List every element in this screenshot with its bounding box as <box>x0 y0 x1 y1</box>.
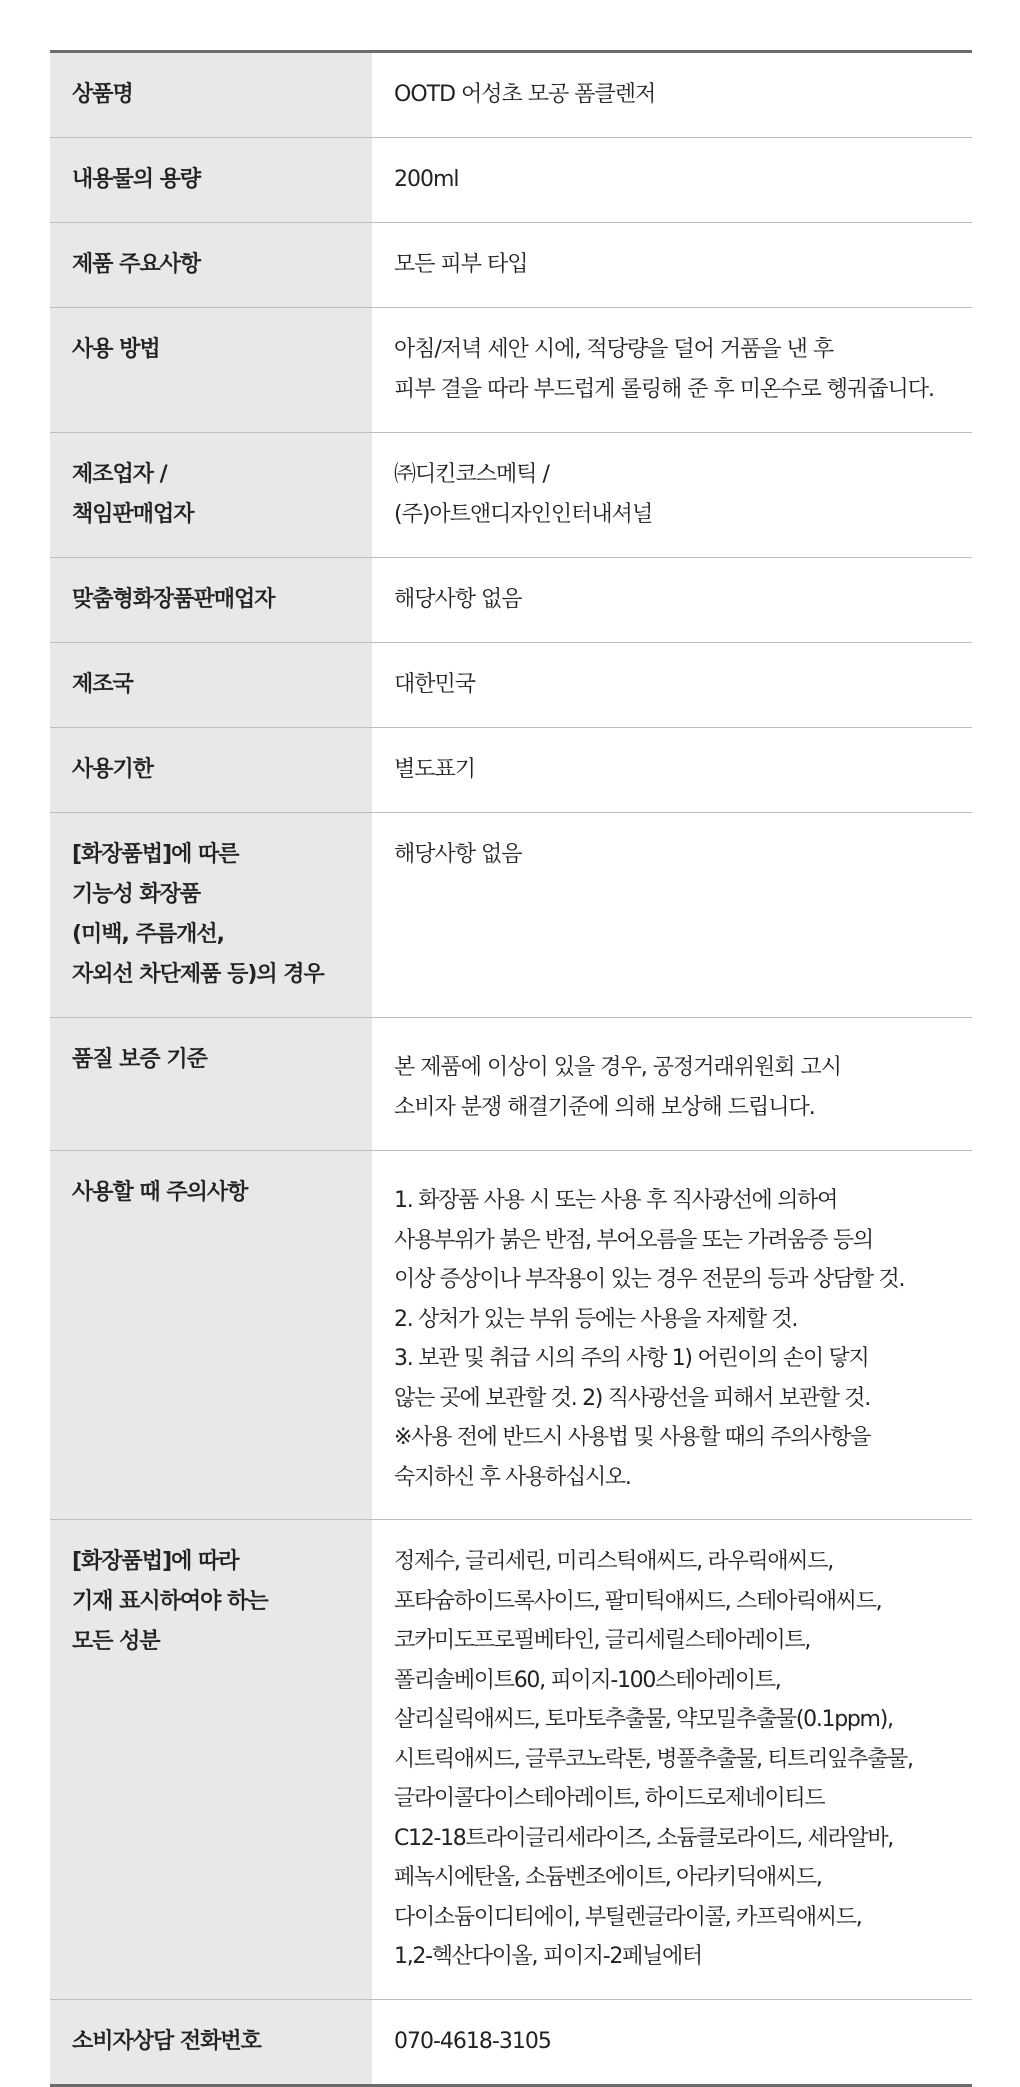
row-manufacturer <box>50 433 972 558</box>
row-value: 정제수, 글리세린, 미리스틱애씨드, 라우릭애씨드, 포타슘하이드록사이드, 팔미틱애씨드, 스테아릭애씨드, 코카미도프로필베타인, 글리세릴스테아레이트, 폴리솔베이트60, 피이지-100스테아레이트, 살리실릭애씨드, 토마토추출물, 약모밀추출물(0.1ppm), 시트릭애씨드, 글루코노락톤, 병풀추출물, 티트리잎추출물, 글라이콜다이스테아레이트, 하이드로제네이티드 C12-18트라이글리세라이즈, 소듐클로라이드, 세라알바, 페녹시에탄올, 소듐벤조에이트, 아라키딕애씨드, 다이소듐이디티에이, 부틸렌글라이콜, 카프릭애씨드, 1,2-헥산다이올, 피이지-2페닐에터 <box>394 1549 913 1969</box>
row-quality <box>50 1018 972 1151</box>
row-value: 해당사항 없음 <box>394 842 522 867</box>
row-expiry <box>50 728 972 813</box>
row-value: 본 제품에 이상이 있을 경우, 공정거래위원회 고시 소비자 분쟁 해결기준에 의해 보상해 드립니다. <box>394 1055 841 1120</box>
row-volume <box>50 138 972 223</box>
row-label: [화장품법]에 따라 기재 표시하여야 하는 모든 성분 <box>50 1520 372 1999</box>
row-value: 200ml <box>394 167 459 192</box>
row-directions <box>50 308 972 433</box>
row-label: 제조국 <box>50 643 372 727</box>
row-functional <box>50 813 972 1018</box>
row-label: 내용물의 용량 <box>50 138 372 222</box>
row-ingredients <box>50 1520 972 2000</box>
row-value: OOTD 어성초 모공 폼클렌저 <box>394 82 656 107</box>
row-label: 사용 방법 <box>50 308 372 432</box>
row-product-name <box>50 53 972 138</box>
row-value: 070-4618-3105 <box>394 2028 551 2054</box>
row-value: 해당사항 없음 <box>394 587 522 612</box>
row-label: 소비자상담 전화번호 <box>50 2000 372 2084</box>
row-custom-seller <box>50 558 972 643</box>
row-value: 대한민국 <box>394 672 476 697</box>
row-value: 별도표기 <box>394 757 476 782</box>
row-precautions <box>50 1151 972 1520</box>
row-label: 맞춤형화장품판매업자 <box>50 558 372 642</box>
row-value: 모든 피부 타입 <box>394 252 528 277</box>
row-country <box>50 643 972 728</box>
row-value: 아침/저녁 세안 시에, 적당량을 덜어 거품을 낸 후 피부 결을 따라 부드럽게 롤링해 준 후 미온수로 헹궈줍니다. <box>394 337 934 402</box>
row-key-specs <box>50 223 972 308</box>
row-value: ㈜디킨코스메틱 / (주)아트앤디자인인터내셔널 <box>394 462 653 527</box>
row-label: [화장품법]에 따른 기능성 화장품 (미백, 주름개선, 자외선 차단제품 등)의 경우 <box>50 813 372 1017</box>
row-label: 상품명 <box>50 53 372 137</box>
row-label: 제품 주요사항 <box>50 223 372 307</box>
product-info-table <box>50 50 972 2087</box>
row-phone <box>50 2000 972 2084</box>
row-label: 제조업자 / 책임판매업자 <box>50 433 372 557</box>
row-label: 사용할 때 주의사항 <box>50 1151 372 1519</box>
row-label: 품질 보증 기준 <box>50 1018 372 1150</box>
row-value: 1. 화장품 사용 시 또는 사용 후 직사광선에 의하여 사용부위가 붉은 반점, 부어오름을 또는 가려움증 등의 이상 증상이나 부작용이 있는 경우 전문의 등과 상담할 것. 2. 상처가 있는 부위 등에는 사용을 자제할 것. 3. 보관 및 취급 시의 주의 사항 1) 어린이의 손이 닿지 않는 곳에 보관할 것. 2) 직사광선을 피해서 보관할 것. ※사용 전에 반드시 사용법 및 사용할 때의 주의사항을 숙지하신 후 사용하십시오. <box>394 1188 905 1490</box>
row-label: 사용기한 <box>50 728 372 812</box>
